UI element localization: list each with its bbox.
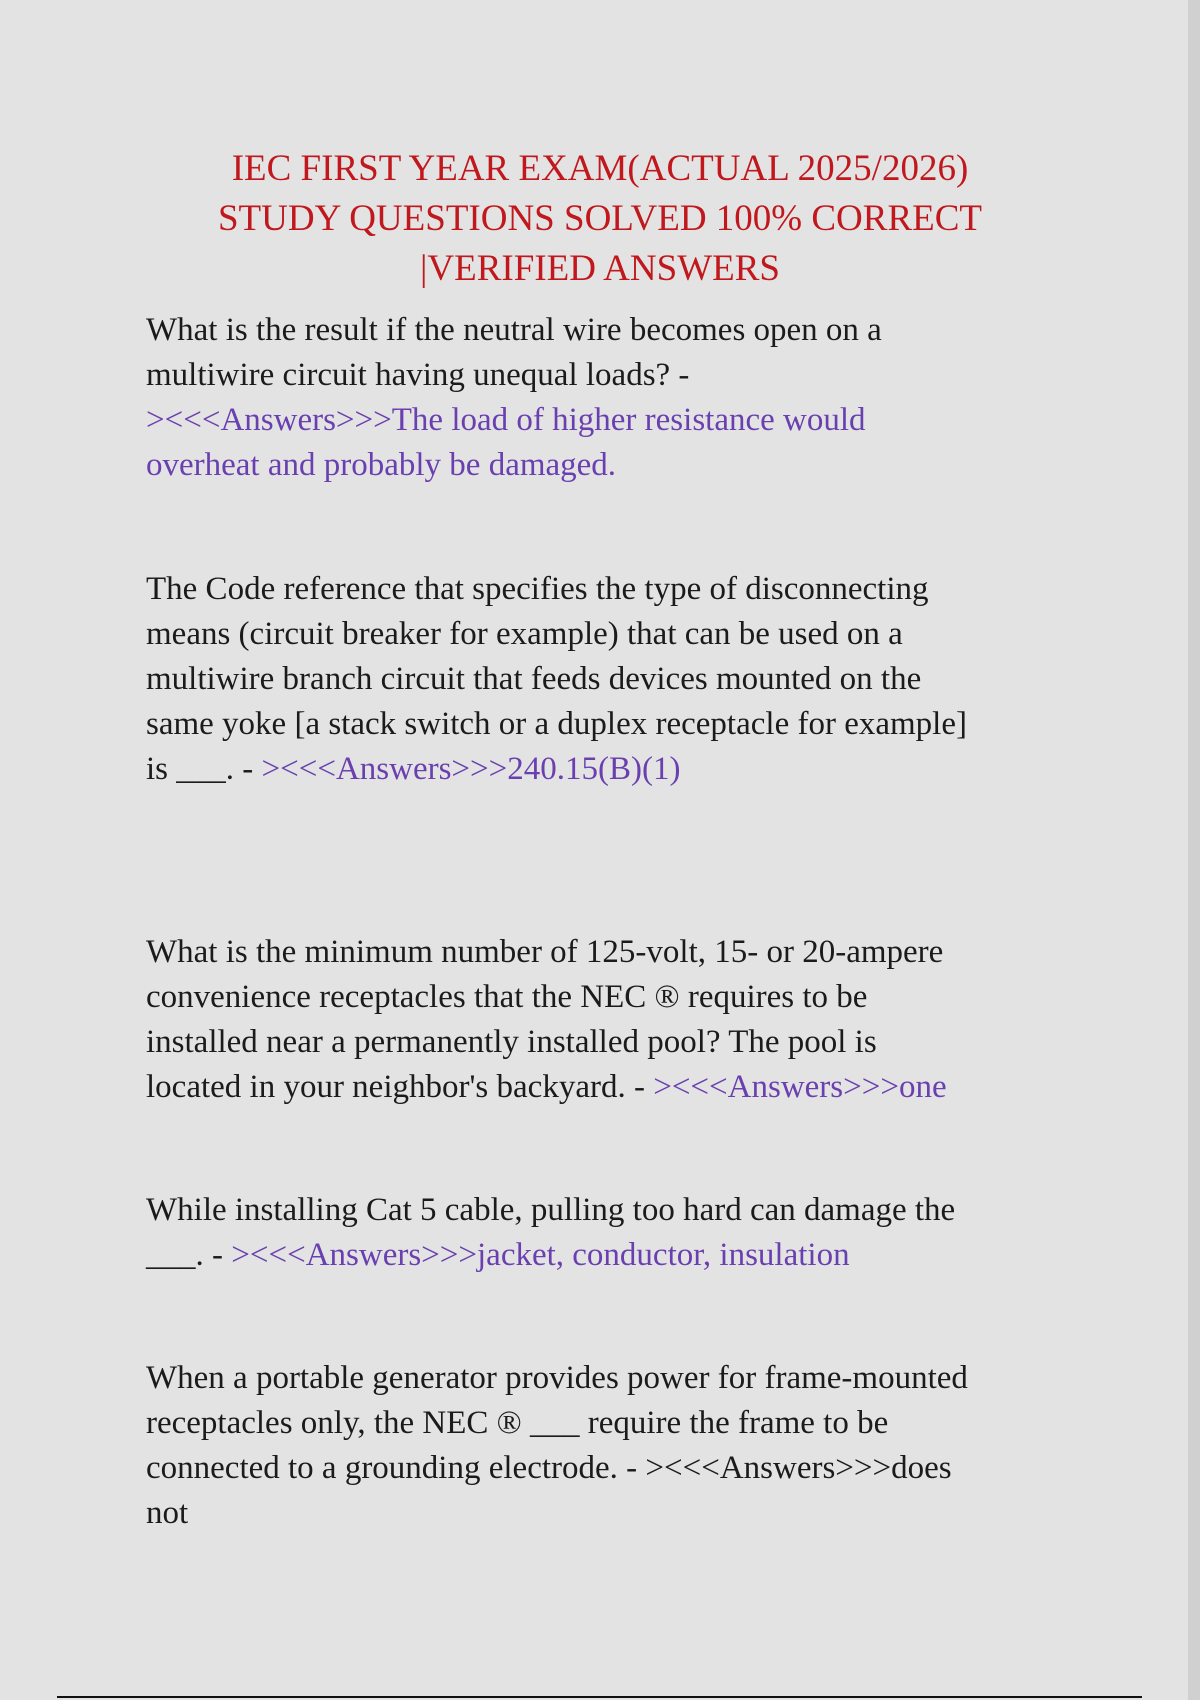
answer-text: ><<<Answers>>>one [653,1069,947,1105]
question-text: multiwire circuit having unequal loads? - [146,357,690,393]
question-text: connected to a grounding electrode. - ><<<Answers>>>does [146,1450,952,1486]
question-text: What is the result if the neutral wire becomes open on a [146,312,882,348]
title-line: IEC FIRST YEAR EXAM(ACTUAL 2025/2026) [231,148,969,189]
answer-text: overheat and probably be damaged. [146,447,617,483]
question-text: receptacles only, the NEC ® ___ require the frame to be [146,1405,889,1441]
document-title [145,144,1055,294]
question-block-5 [146,1356,1076,1536]
question-text: same yoke [a stack switch or a duplex receptacle for example] [146,706,967,742]
question-text: is ___. - [146,751,262,787]
answer-text: ><<<Answers>>>jacket, conductor, insulation [231,1237,850,1273]
footer-divider [57,1696,1142,1698]
page-edge-shadow [1188,0,1200,1700]
question-text: While installing Cat 5 cable, pulling too hard can damage the [146,1192,956,1228]
answer-text: ><<<Answers>>>240.15(B)(1) [261,751,681,787]
answer-text: ><<<Answers>>>The load of higher resistance would [146,402,866,438]
question-block-4 [146,1188,1076,1278]
question-text: ___. - [146,1237,232,1273]
question-block-2 [146,567,1076,792]
title-line: STUDY QUESTIONS SOLVED 100% CORRECT [217,198,983,239]
question-text: multiwire branch circuit that feeds devices mounted on the [146,661,922,697]
question-text: The Code reference that specifies the type of disconnecting [146,571,929,607]
question-block-1 [146,308,1076,488]
question-text: means (circuit breaker for example) that can be used on a [146,616,903,652]
question-text: installed near a permanently installed pool? The pool is [146,1024,877,1060]
question-text: What is the minimum number of 125-volt, 15- or 20-ampere [146,934,944,970]
question-text: located in your neighbor's backyard. - [146,1069,654,1105]
question-text: convenience receptacles that the NEC ® requires to be [146,979,868,1015]
question-text: not [146,1495,189,1531]
question-text: When a portable generator provides power for frame-mounted [146,1360,968,1396]
question-block-3 [146,930,1076,1110]
title-line: |VERIFIED ANSWERS [420,248,780,289]
